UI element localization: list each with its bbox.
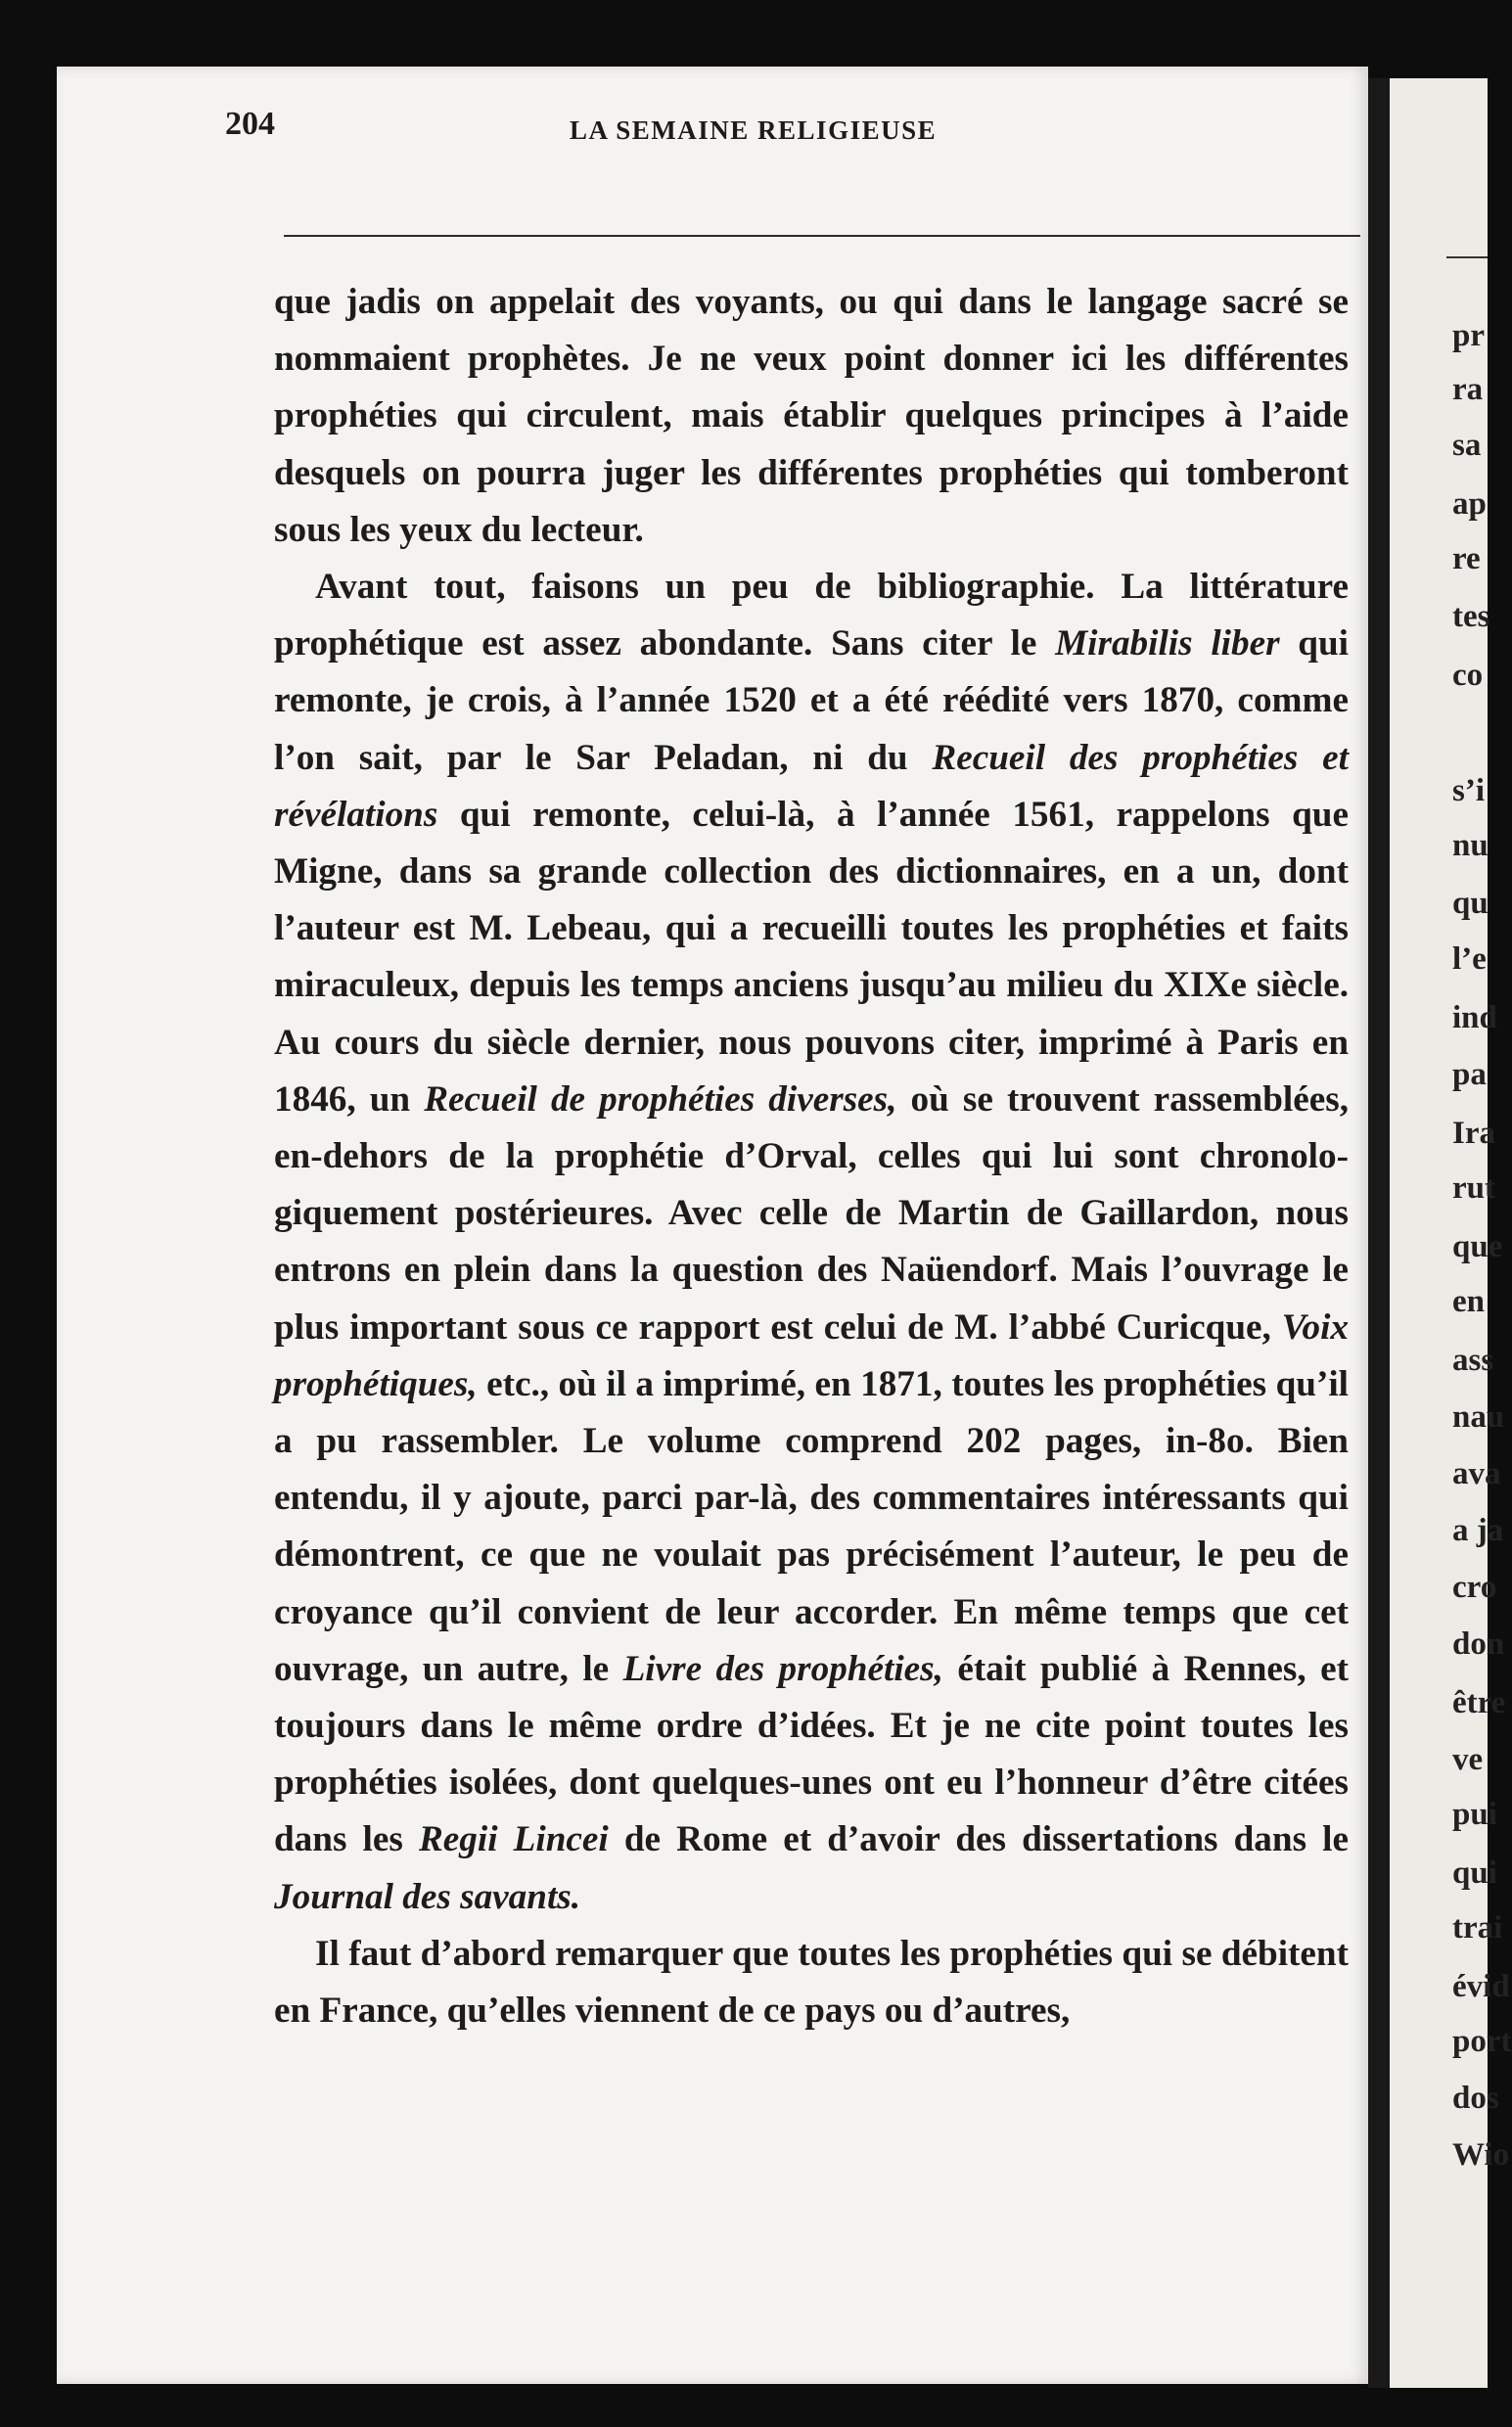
text-run: qui remonte, celui-là, à l’année 1561, rappelons que Migne, dans sa grande collection des dictionnaires, en a un, dont l’auteur est M. Lebeau, qui a recueilli toutes les prophéties et faits miraculeux, depuis les temps anciens jusqu’au milieu du XIXe siècle. Au cours du siècle dernier, nous pouvons citer, imprimé à Paris en 1846, un <box>274 794 1349 1120</box>
facing-page-fragment: sa <box>1452 428 1482 463</box>
facing-page-fragment: évid <box>1452 1969 1510 2004</box>
facing-page-fragment: l’e <box>1452 941 1487 977</box>
facing-page-fragment: dos <box>1452 2081 1499 2116</box>
title-recueil-de-propheties-diverses: Recueil de prophéties diverses, <box>424 1078 897 1120</box>
facing-page-fragment: pa <box>1452 1057 1487 1092</box>
page-gutter <box>1368 78 1390 2388</box>
body-text <box>274 274 1349 2039</box>
facing-page-fragment: nu <box>1452 828 1489 863</box>
facing-page-fragment: qui <box>1452 1855 1497 1891</box>
facing-page-fragment: a ja <box>1452 1513 1504 1548</box>
page-number: 204 <box>225 106 275 142</box>
facing-page-fragment: ass <box>1452 1343 1494 1378</box>
header-rule <box>284 235 1360 237</box>
facing-page-fragment: ra <box>1452 372 1484 407</box>
facing-page-fragment: cro <box>1452 1570 1497 1605</box>
facing-page-fragment: ve <box>1452 1742 1484 1777</box>
title-voix-prophetiques: Voix prophétiques, <box>274 1306 1349 1404</box>
facing-page-fragment: qu <box>1452 886 1489 921</box>
running-head: LA SEMAINE RELIGIEUSE <box>570 115 938 145</box>
title-recueil-des-propheties: Recueil des prophéties et révélations <box>274 737 1349 835</box>
facing-page-fragment: pr <box>1452 318 1485 353</box>
facing-page-fragment: rut <box>1452 1170 1495 1206</box>
facing-page-fragment: que <box>1452 1229 1503 1264</box>
facing-page-fragment: port <box>1452 2024 1512 2059</box>
facing-page-fragment: pui <box>1452 1797 1497 1832</box>
facing-page-fragment: Wio <box>1452 2137 1510 2173</box>
facing-page-fragment: nau <box>1452 1399 1505 1435</box>
paragraph-3: Il faut d’abord remarquer que toutes les prophéties qui se débitent en France, qu’elles viennent de ce pays ou d’autres, <box>274 1933 1349 2032</box>
facing-page-fragment: s’i <box>1452 773 1485 808</box>
paragraph-1: que jadis on appelait des voyants, ou qui dans le langage sacré se nommaient prophètes. Je ne veux point donner ici les différentes prophéties qui circulent, mais établir quelques principes à l’aide desquels on pourra juger les différentes prophéties qui tomberont sous les yeux du lecteur. <box>274 282 1349 550</box>
facing-page-fragment: ava <box>1452 1456 1501 1491</box>
paragraph-2 <box>274 559 1349 1926</box>
facing-page-fragment: tes <box>1452 599 1490 634</box>
facing-page-fragment: trai <box>1452 1910 1503 1946</box>
text-run: était publié à Rennes, et toujours dans le même ordre d’idées. Et je ne cite point toutes les prophéties isolées, dont quelques-unes ont eu l’honneur d’être citées dans les <box>274 1648 1349 1860</box>
text-run: etc., où il a imprimé, en 1871, toutes les prophéties qu’il a pu rassembler. Le volume comprend 202 pages, in-8o. Bien entendu, il y ajoute, parci par-là, des commentaires intéressants qui démontrent, ce que ne voulait pas précisément l’auteur, le peu de croyance qu’il convient de leur accorder. En même temps que cet ouvrage, un autre, le <box>274 1363 1349 1689</box>
facing-page-fragment: ind <box>1452 1000 1497 1035</box>
text-run: où se trouvent rassemblées, en-dehors de la prophétie d’Orval, celles qui lui sont chronologiquement postérieures. Avec celle de Martin de Gaillardon, nous entrons en plein dans la question des Naüendorf. Mais l’ouvrage le plus important sous ce rapport est celui de M. l’abbé Curicque, <box>274 1078 1349 1348</box>
facing-page-fragment: co <box>1452 658 1484 693</box>
text-run: Avant tout, faisons un peu de bibliographie. La littérature prophétique est assez abondante. Sans citer le <box>274 567 1349 664</box>
facing-page-fragment: être <box>1452 1685 1506 1720</box>
title-livre-des-propheties: Livre des prophéties, <box>622 1648 943 1689</box>
facing-page-fragment: en <box>1452 1284 1485 1319</box>
title-regii-lincei: Regii Lincei <box>418 1819 609 1860</box>
facing-page-fragment: don <box>1452 1626 1505 1662</box>
page-header <box>225 98 1360 153</box>
facing-page-fragment: re <box>1452 541 1481 576</box>
title-mirabilis-liber: Mirabilis liber <box>1055 623 1280 664</box>
facing-page-fragment: Ira <box>1452 1116 1495 1151</box>
facing-page-fragment: ap <box>1452 486 1487 522</box>
title-journal-des-savants: Journal des savants. <box>274 1876 581 1917</box>
text-run: de Rome et d’avoir des dissertations dans le <box>608 1819 1350 1860</box>
facing-page-rule <box>1446 256 1488 258</box>
text-run: qui remonte, je crois, à l’année 1520 et a été réédité vers 1870, comme l’on sait, par le Sar Peladan, ni du <box>274 623 1349 778</box>
